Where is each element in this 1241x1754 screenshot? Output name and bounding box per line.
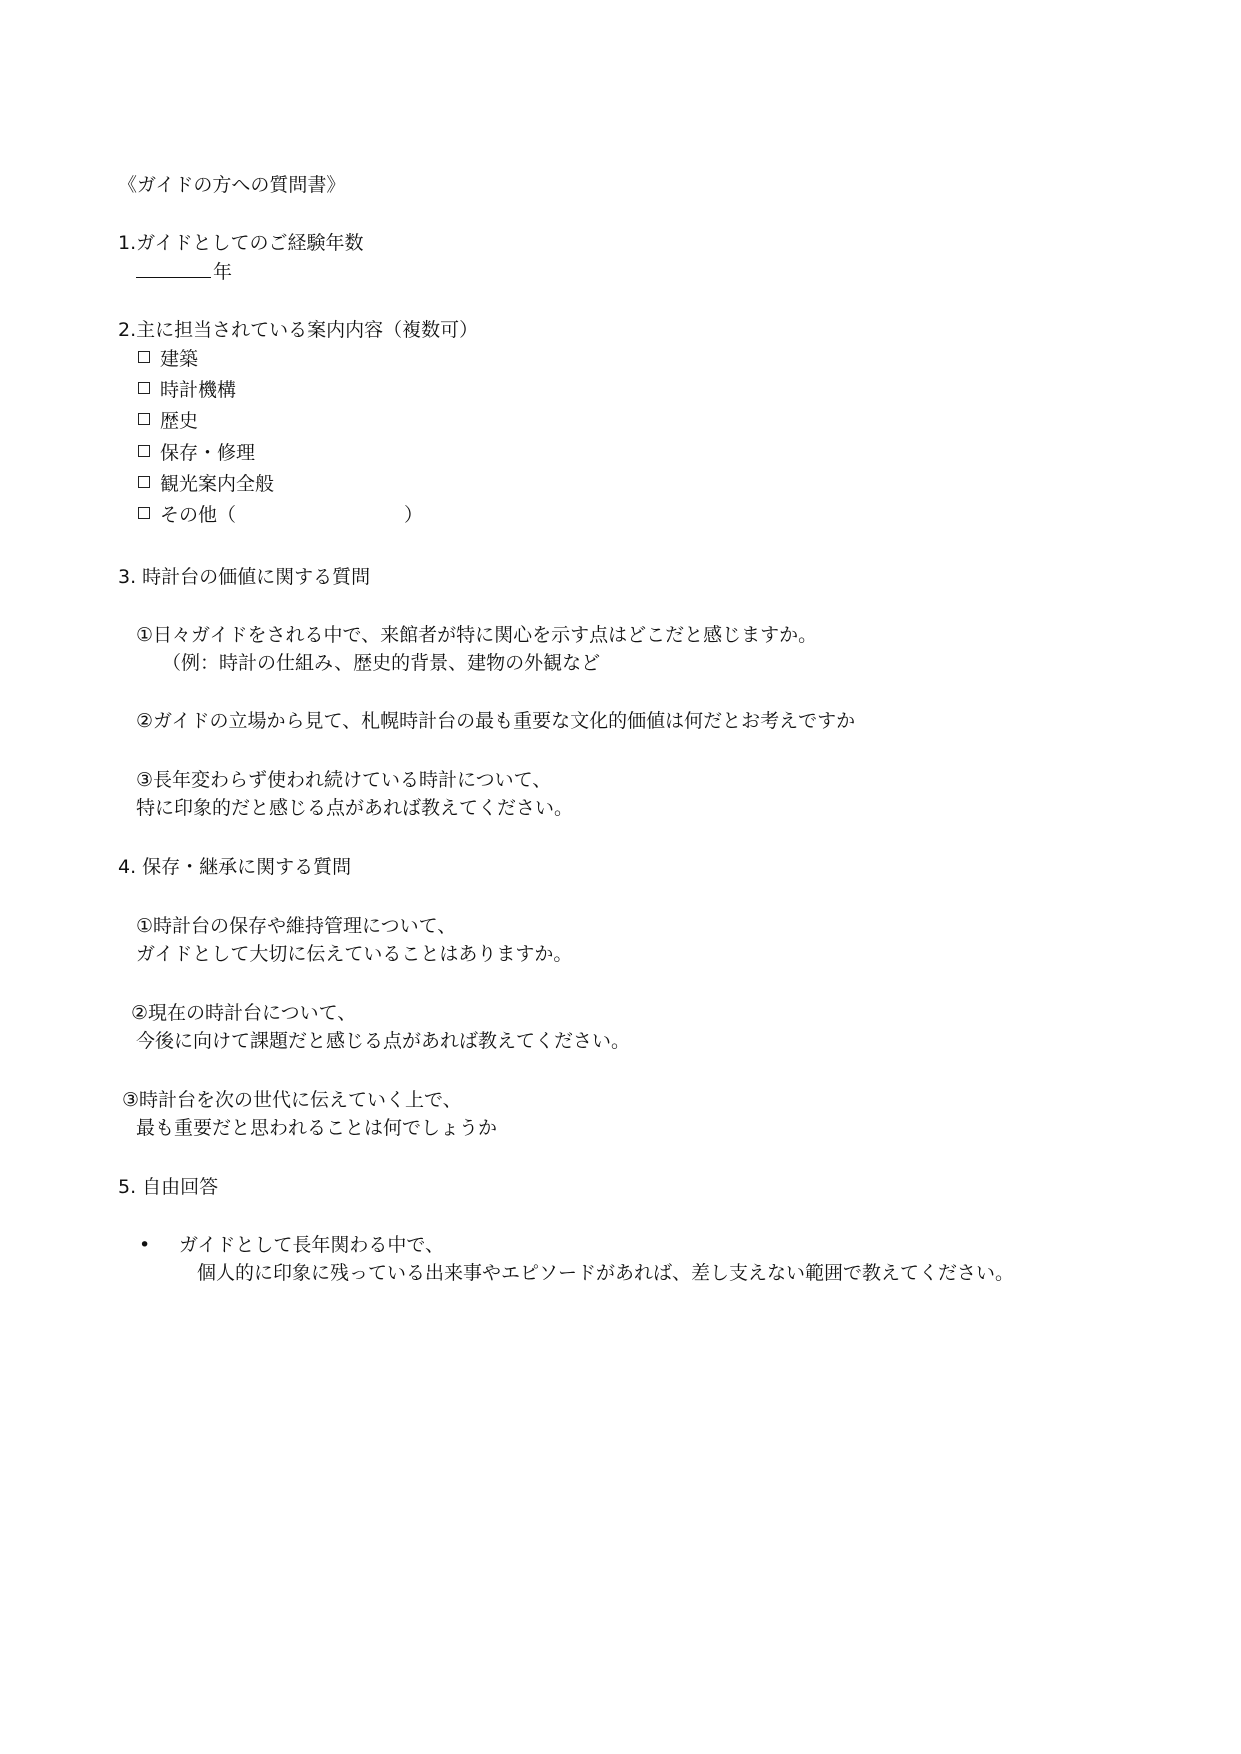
q2-option-general-tour[interactable]: 観光案内全般	[138, 472, 274, 496]
q2-option-history[interactable]: 歴史	[138, 409, 198, 433]
q2-option-clock-mechanism[interactable]: 時計機構	[138, 378, 236, 402]
q4-sub2-line1: ②現在の時計台について、	[131, 1002, 357, 1024]
q3-sub3-line1: ③長年変わらず使われ続けている時計について、	[136, 769, 552, 791]
q1-heading: 1.ガイドとしてのご経験年数	[118, 232, 364, 254]
checkbox-icon[interactable]	[138, 413, 150, 425]
bullet-icon: •	[139, 1234, 151, 1256]
q3-sub1-line2: （例：時計の仕組み、歴史的背景、建物の外観など	[162, 652, 601, 674]
q1-unit: 年	[213, 261, 233, 283]
q3-sub3-line2: 特に印象的だと感じる点があれば教えてください。	[136, 797, 574, 819]
q1-blank-line[interactable]	[136, 259, 211, 278]
checkbox-icon[interactable]	[138, 382, 150, 394]
q5-line2: 個人的に印象に残っている出来事やエピソードがあれば、差し支えない範囲で教えてください。	[197, 1262, 1015, 1284]
q3-sub1-line1: ①日々ガイドをされる中で、来館者が特に関心を示す点はどこだと感じますか。	[136, 624, 818, 646]
checkbox-icon[interactable]	[138, 507, 150, 519]
checkbox-icon[interactable]	[138, 445, 150, 457]
q5-heading: 5. 自由回答	[118, 1176, 219, 1198]
q3-heading: 3. 時計台の価値に関する質問	[118, 566, 371, 588]
q4-sub1-line2: ガイドとして大切に伝えていることはありますか。	[136, 943, 573, 965]
q2-option-preservation[interactable]: 保存・修理	[138, 441, 255, 465]
q2-option-architecture[interactable]: 建築	[138, 347, 198, 371]
q5-line1: • ガイドとして長年関わる中で、	[139, 1234, 445, 1256]
q1-answer-row	[136, 259, 232, 284]
q2-option-other[interactable]: その他（ ）	[138, 503, 423, 527]
q4-sub1-line1: ①時計台の保存や維持管理について、	[136, 915, 457, 937]
q4-sub3-line1: ③時計台を次の世代に伝えていく上で、	[122, 1089, 462, 1111]
q4-heading: 4. 保存・継承に関する質問	[118, 856, 352, 878]
q3-sub2: ②ガイドの立場から見て、札幌時計台の最も重要な文化的価値は何だとお考えですか	[136, 710, 856, 732]
q4-sub2-line2: 今後に向けて課題だと感じる点があれば教えてください。	[136, 1030, 631, 1052]
document-title: 《ガイドの方への質問書》	[118, 174, 346, 196]
q4-sub3-line2: 最も重要だと思われることは何でしょうか	[136, 1117, 498, 1139]
checkbox-icon[interactable]	[138, 476, 150, 488]
q2-heading: 2.主に担当されている案内内容（複数可）	[118, 319, 479, 341]
checkbox-icon[interactable]	[138, 351, 150, 363]
